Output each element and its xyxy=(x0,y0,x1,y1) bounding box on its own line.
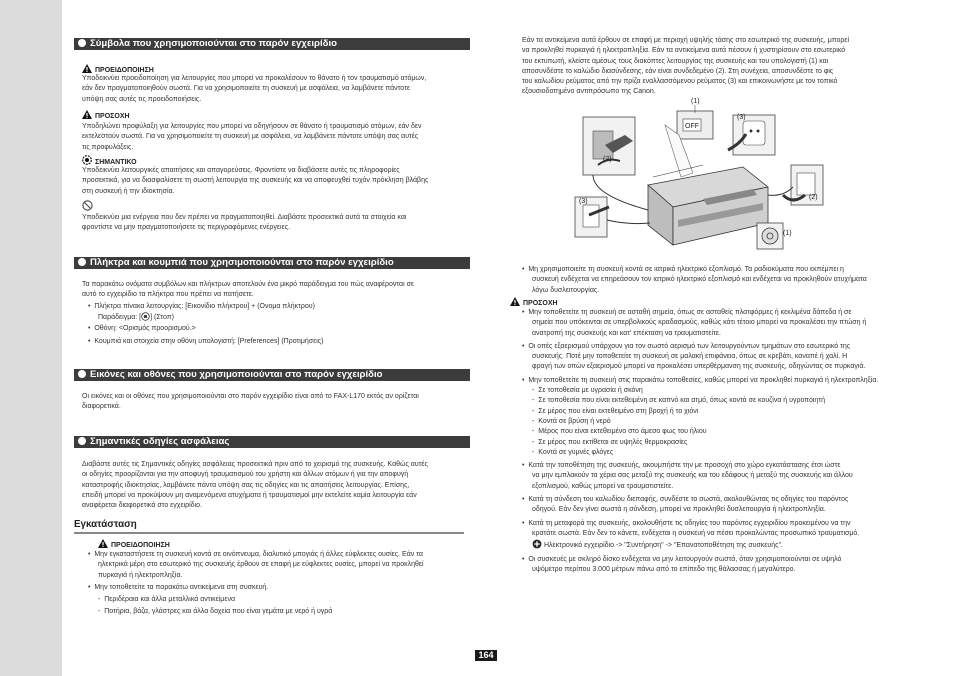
item-text: κρατάτε σωστά. Εάν δεν το κάνετε, ενδέχεται η συσκευή να πέσει προκαλώντας προσωπικό τραυματισμό. xyxy=(532,529,860,537)
item-text: Οι συσκευές με σκληρό δίσκο ενδέχεται να μην λειτουργούν σωστά, όταν χρησιμοποιούνται σε υψηλό xyxy=(528,555,842,563)
item-text: Κατά την τοποθέτηση της συσκευής, ακουμπήστε την με προσοχή στο χώρο εγκατάστασης έτσι ώστε xyxy=(528,462,841,470)
list-item: • Μη χρησιμοποιείτε τη συσκευή κοντά σε ιατρικό ηλεκτρικό εξοπλισμό. Τα ραδιοκύματα που εκπέμπει η xyxy=(522,266,844,273)
label-text: ΠΡΟΣΟΧΗ xyxy=(95,113,130,120)
item-text: Ηλεκτρονικό εγχειρίδιο -> "Συντήρηση" -> "Επανατοποθέτηση της συσκευής". xyxy=(544,542,783,550)
list-subitem: - Κοντά σε γυμνές φλόγες xyxy=(532,448,614,456)
item-text: λόγω δυσλειτουργίας. xyxy=(532,286,600,294)
inset-interface-cable xyxy=(583,117,635,175)
item-text: εξοπλισμού, καθώς μπορεί να τραυματιστείτε. xyxy=(532,482,674,490)
prohibited-description xyxy=(82,213,406,234)
list-item: • Κατά τη σύνδεση του καλωδίου διεπαφής, συνδέστε το σωστά, ακολουθώντας τις οδηγίες του παρόντος xyxy=(522,496,849,504)
callout-label: (3) xyxy=(579,198,588,205)
power-switch-off xyxy=(677,111,713,139)
list-item: • Οι οπές εξαερισμού υπάρχουν για τον σωστό αερισμό των λειτουργούντων τμημάτων στο εσωτερικό της xyxy=(522,342,851,350)
item-text: Κατά τη μεταφορά της συσκευής, ακολουθήστε τις οδηγίες του παρόντος εγχειριδίου προκειμένου να την xyxy=(528,519,851,527)
reference-line xyxy=(522,539,878,551)
item-text: Μην εγκαταστήσετε τη συσκευή κοντά σε οινόπνευμα, διαλυτικό μπογιάς ή άλλες εύφλεκτες ουσίες. Εάν τα xyxy=(94,551,423,558)
text-line: αναφέρεται διαφορετικά στο εγχειρίδιο. xyxy=(82,502,202,510)
high-voltage-paragraph xyxy=(522,36,849,98)
list-subitem: - Κοντά σε βρύση ή νερό xyxy=(532,417,611,425)
warning-triangle-icon xyxy=(82,64,92,73)
fax-machine xyxy=(648,165,768,245)
item-text: Παράδειγμα: [ xyxy=(98,314,142,322)
list-item: • Μην εγκαταστήσετε τη συσκευή κοντά σε οινόπνευμα, διαλυτικό μπογιάς ή άλλες εύφλεκτες ουσίες. Εάν τα xyxy=(88,551,423,558)
text-line: του καλωδίου ρεύματος από την πρίζα εναλλασσόμενου ρεύματος (3) και επικοινωνήστε με τον τοπικό xyxy=(522,78,838,86)
section-title: Πλήκτρα και κουμπιά που χρησιμοποιούνται στο παρόν εγχειρίδιο xyxy=(90,257,394,268)
item-text: Μη χρησιμοποιείτε τη συσκευή κοντά σε ιατρικό ηλεκτρικό εξοπλισμό. Τα ραδιοκύματα που εκπέμπει η xyxy=(528,266,844,273)
important-description xyxy=(82,166,428,197)
text-line: υπόψη σας αυτές τις προειδοποιήσεις. xyxy=(82,95,202,103)
list-subitem: - Σε μέρος που είναι εκτεθειμένο στη βροχή ή το χιόνι xyxy=(532,407,699,415)
text-line: προσεκτικά, για να διασφαλίσετε τη σωστή λειτουργία της συσκευής και να αποφευχθεί τυχόν πρόκληση βλάβης xyxy=(82,177,429,185)
important-icon xyxy=(82,155,92,165)
section-header-symbols xyxy=(74,38,470,50)
text-line: εάν δεν πραγματοποιηθούν σωστά. Για να χρησιμοποιείτε τη συσκευή με ασφάλεια, να λαμβάνετε πάντοτε xyxy=(82,85,410,93)
item-text: φραγή των οπών εξαερισμού μπορεί να προκαλέσει υπερθέρμανση της συσκευής, οδηγώντας σε πυρκαγιά. xyxy=(532,363,866,371)
item-text: συσκευής. Ποτέ μην τοποθετείτε τη συσκευή σε μαλακή επιφάνεια, όπως σε κρεβάτι, καναπέ ή χαλί. Η xyxy=(532,353,848,361)
text-line: Εάν τα αντικείμενα αυτά έρθουν σε επαφή με περιοχή υψηλής τάσης στο εσωτερικό της συσκευής, μπορεί xyxy=(522,37,850,44)
list-item: • Οθόνη: <Ορισμός προορισμού.> xyxy=(88,324,196,332)
item-text: ανατροπή της συσκευής και κατ' επέκταση να τραυματιστείτε. xyxy=(532,329,721,337)
prohibited-icon xyxy=(82,200,93,211)
installation-heading xyxy=(74,519,464,534)
list-item: • Κατά τη μεταφορά της συσκευής, ακολουθήστε τις οδηγίες του παρόντος εγχειριδίου προκειμένου να την xyxy=(522,519,851,527)
text-line: αυτό το εγχειρίδιο τα πλήκτρα που πρέπει να πατήσετε. xyxy=(82,291,254,299)
list-item xyxy=(88,312,323,323)
warning-description xyxy=(82,74,426,105)
label-text: ΣΗΜΑΝΤΙΚΟ xyxy=(95,159,137,166)
section-bullet-icon xyxy=(78,437,86,445)
section-bullet-icon xyxy=(78,370,86,378)
section-title: Σημαντικές οδηγίες ασφάλειας xyxy=(90,436,230,447)
page-margin-strip xyxy=(0,0,62,676)
item-text: Κοντά σε βρύση ή νερό xyxy=(538,417,611,425)
section-title: Σύμβολα που χρησιμοποιούνται στο παρόν εγχειρίδιο xyxy=(90,38,337,49)
item-text: Περιδέραια και άλλα μεταλλικά αντικείμενα xyxy=(104,596,236,604)
text-line: Υποδεικνύει λειτουργικές απαιτήσεις και απαγορεύσεις. Φροντίστε να διαβάσετε αυτές τις πληροφορίες xyxy=(82,167,400,174)
list-item: • Οι συσκευές με σκληρό δίσκο ενδέχεται να μην λειτουργούν σωστά, όταν χρησιμοποιούνται σε υψηλό xyxy=(522,555,842,563)
item-text: Ποτήρια, βάζα, γλάστρες και άλλα δοχεία που είναι γεμάτα με νερό ή υγρά xyxy=(104,608,333,616)
text-line: Υποδεικνύει μια ενέργεια που δεν πρέπει να πραγματοποιηθεί. Διαβάστε προσεκτικά αυτά τα στοιχεία και xyxy=(82,214,407,221)
text-line: διαφορετικά. xyxy=(82,403,121,411)
item-text: Μην τοποθετείτε τη συσκευή στις παρακάτω τοποθεσίες, καθώς μπορεί να προκληθεί πυρκαγιά ή ηλεκτροπληξία. xyxy=(528,376,879,384)
item-text: πυρκαγιά ή ηλεκτροπληξία. xyxy=(98,571,183,579)
callout-label: (1) xyxy=(691,98,700,105)
callout-label: (3) xyxy=(737,114,746,121)
list-subitem: - Περιδέραια και άλλα μεταλλικά αντικείμενα xyxy=(98,596,236,604)
page-number: 164 xyxy=(475,650,497,661)
section-bullet-icon xyxy=(78,39,86,47)
list-item: • Μην τοποθετείτε τη συσκευή στις παρακάτω τοποθεσίες, καθώς μπορεί να προκληθεί πυρκαγιά ή ηλεκτροπληξία. xyxy=(522,376,879,384)
text-line: στη συσκευή ή την ιδιοκτησία. xyxy=(82,187,175,195)
section-header-keys xyxy=(74,257,470,269)
item-text: Κοντά σε γυμνές φλόγες xyxy=(538,448,614,456)
label-text: ΠΡΟΕΙΔΟΠΟΙΗΣΗ xyxy=(111,542,170,549)
caution-description xyxy=(82,122,422,153)
section-title: Εικόνες και οθόνες που χρησιμοποιούνται στο παρόν εγχειρίδιο xyxy=(90,369,383,380)
heading-text: Εγκατάσταση xyxy=(74,519,137,530)
list-subitem: - Σε μέρος που εκτίθεται σε υψηλές θερμοκρασίες xyxy=(532,438,688,446)
text-line: φροντίστε να μην πραγματοποιήσετε τις περιγραφόμενες ενέργειες. xyxy=(82,224,291,232)
medical-bullet xyxy=(522,265,867,296)
text-line: του εκτυπωτή, κλείστε αμέσως τους διακόπτες λειτουργίας της συσκευής και του υπολογιστή (1) και xyxy=(522,57,829,65)
item-text: ] (Στοπ) xyxy=(150,314,174,322)
warning-triangle-icon xyxy=(98,539,108,548)
item-text: Μην τοποθετείτε τη συσκευή σε ασταθή σημεία, όπως σε ασταθείς πλατφόρμες ή κεκλιμένα δάπεδα ή σε xyxy=(528,309,852,316)
callout-label: (2) xyxy=(603,156,612,163)
caution-label xyxy=(82,110,130,122)
caution-triangle-icon xyxy=(510,297,520,306)
text-line: αποσυνδέστε το καλώδιο διασύνδεσης, εάν είναι συνδεδεμένο (2). Στη συνέχεια, αποσυνδέστε το φις xyxy=(522,67,834,75)
text-line: να προκληθεί πυρκαγιά ή ηλεκτροπληξία. Εάν τα αντικείμενα αυτά πέσουν ή χυστηρίσουν στο εσωτερικό xyxy=(522,47,846,55)
stop-key-icon xyxy=(141,312,150,321)
text-line: εκτελεστούν σωστά. Για να χρησιμοποιείτε τη συσκευή με ασφάλεια, να λαμβάνετε πάντοτε υπόψη σας αυτές xyxy=(82,133,419,141)
safety-description xyxy=(82,460,428,511)
item-text: συσκευή ενδέχεται να επηρεάσουν τον ιατρικό ηλεκτρικό εξοπλισμό και ενδέχεται να προκληθούν ατυχήματα xyxy=(532,276,867,284)
item-text: Κατά τη σύνδεση του καλωδίου διεπαφής, συνδέστε το σωστά, ακολουθώντας τις οδηγίες του παρόντος xyxy=(528,496,849,504)
item-text: Οι οπές εξαερισμού υπάρχουν για τον σωστό αερισμό των λειτουργούντων τμημάτων στο εσωτερικό της xyxy=(528,342,851,350)
text-line: Υποδηλώνει προφύλαξη για λειτουργίες που μπορεί να οδηγήσουν σε θάνατο ή τραυματισμό ατόμων, εάν δεν xyxy=(82,123,422,130)
text-line: τις προφυλάξεις. xyxy=(82,143,134,151)
text-line: επειδή μπορεί να προκύψουν μη αναμενόμενα ατυχήματα ή τραυματισμοί μην εκτελείτε καμία λειτουργία εάν xyxy=(82,491,417,499)
item-text: Μέρος που είναι εκτεθειμένο στο άμεσο φως του ήλιου xyxy=(538,428,707,436)
disconnect-illustration xyxy=(553,95,843,260)
text-line: εξουσιοδοτημένο αντιπρόσωπο της Canon. xyxy=(522,88,656,96)
list-subitem: - Ποτήρια, βάζα, γλάστρες και άλλα δοχεία που είναι γεμάτα με νερό ή υγρά xyxy=(98,608,333,616)
list-item: • Πλήκτρα πίνακα λειτουργίας: [Εικονίδιο πλήκτρου] + (Ονομα πλήκτρου) xyxy=(88,303,315,310)
item-text: ηλεκτρικά μέρη στο εσωτερικό της συσκευής έρθουν σε επαφή με εύφλεκτες ουσίες, μπορεί να προκληθεί xyxy=(98,561,424,569)
list-item: • Μην τοποθετείτε τα παρακάτω αντικείμενα στη συσκευή. xyxy=(88,583,269,591)
item-text: Μην τοποθετείτε τα παρακάτω αντικείμενα στη συσκευή. xyxy=(94,583,269,591)
item-text: οδηγού. Εάν δεν γίνει σωστά η σύνδεση, μπορεί να προκληθεί δυσλειτουργία ή ηλεκτροπληξία. xyxy=(532,506,826,514)
list-item: • Κουμπιά και στοιχεία στην οθόνη υπολογιστή: [Preferences] (Προτιμήσεις) xyxy=(88,337,324,345)
item-text: Σε μέρος που εκτίθεται σε υψηλές θερμοκρασίες xyxy=(538,438,688,446)
install-warning-list xyxy=(88,550,424,618)
list-item: • Κατά την τοποθέτηση της συσκευής, ακουμπήστε την με προσοχή στο χώρο εγκατάστασης έτσι ώστε xyxy=(522,462,841,470)
inset-power-button xyxy=(757,223,783,249)
text-line: Τα παρακάτω ονόματα συμβόλων και πλήκτρων αποτελούν ένα μικρό παράδειγμα του πώς αναφέρονται σε xyxy=(82,281,415,288)
item-text: Σε τοποθεσία που είναι εκτεθειμένη σε καπνό και ατμό, όπως κοντά σε κουζίνα ή υγροποιητή xyxy=(538,397,825,405)
caution-triangle-icon xyxy=(82,110,92,119)
item-text: Κουμπιά και στοιχεία στην οθόνη υπολογιστή: [Preferences] (Προτιμήσεις) xyxy=(94,337,324,345)
text-line: οι οδηγίες προορίζονται για την αποφυγή τραυματισμού του χρήστη και άλλων ατόμων ή για την αποφυγή xyxy=(82,471,409,479)
section-bullet-icon xyxy=(78,258,86,266)
callout-label: (2) xyxy=(809,194,818,201)
item-text: υψόμετρο περίπου 3.000 μέτρων πάνω από το επίπεδο της θάλασσας ή μεγαλύτερο. xyxy=(532,565,796,573)
list-item: • Μην τοποθετείτε τη συσκευή σε ασταθή σημεία, όπως σε ασταθείς πλατφόρμες ή κεκλιμένα δάπεδα ή σε xyxy=(522,309,852,316)
list-subitem: - Μέρος που είναι εκτεθειμένο στο άμεσο φως του ήλιου xyxy=(532,428,707,436)
item-text: Οθόνη: <Ορισμός προορισμού.> xyxy=(94,324,196,332)
caution-bullet-list xyxy=(522,308,878,575)
off-label: OFF xyxy=(685,123,699,130)
keys-intro xyxy=(82,280,414,301)
section-header-safety xyxy=(74,436,470,448)
item-text: Σε μέρος που είναι εκτεθειμένο στη βροχή ή το χιόνι xyxy=(538,407,699,415)
list-subitem: - Σε τοποθεσία με υγρασία ή σκόνη xyxy=(532,387,643,395)
text-line: Διαβάστε αυτές τις Σημαντικές οδηγίες ασφάλειας προσεκτικά πριν από το χειρισμό της συσκευής. Καθώς αυτές xyxy=(82,461,428,468)
item-text: Σε τοποθεσία με υγρασία ή σκόνη xyxy=(538,387,643,395)
label-text: ΠΡΟΕΙΔΟΠΟΙΗΣΗ xyxy=(95,67,154,74)
text-line: καταστροφής ιδιοκτησίας, λαμβάνετε πάντα υπόψη σας τις οδηγίες και τις απαιτήσεις λειτουργίας. Επίσης, xyxy=(82,481,410,489)
item-text: Πλήκτρα πίνακα λειτουργίας: [Εικονίδιο πλήκτρου] + (Ονομα πλήκτρου) xyxy=(94,303,315,310)
inset-wall-outlet-top xyxy=(728,115,775,155)
callout-label: (1) xyxy=(783,230,792,237)
item-text: σημεία που υπόκεινται σε υπερβολικούς κραδασμούς, καθώς κάτι τέτοιο μπορεί να προκαλέσει την πτώση ή xyxy=(532,319,867,327)
text-line: Οι εικόνες και οι οθόνες που χρησιμοποιούνται στο παρόν εγχειρίδιο είναι από το FAX-L170 εκτός αν ορίζεται xyxy=(82,393,419,400)
item-text: να μην εμπλακούν τα χέρια σας μεταξύ της συσκευής και του εδάφους ή μεταξύ της συσκευής και άλλου xyxy=(532,472,853,480)
label-text: ΠΡΟΣΟΧΗ xyxy=(523,300,558,307)
list-subitem: - Σε τοποθεσία που είναι εκτεθειμένη σε καπνό και ατμό, όπως κοντά σε κουζίνα ή υγροποιητή xyxy=(532,397,825,405)
keys-bullet-list xyxy=(88,302,323,347)
images-description xyxy=(82,392,419,413)
text-line: Υποδεικνύει προειδοποίηση για λειτουργίες που μπορεί να προκαλέσουν το θάνατο ή τον τραυματισμό ατόμων, xyxy=(82,75,427,82)
reference-icon xyxy=(532,539,542,549)
section-header-images xyxy=(74,369,470,381)
